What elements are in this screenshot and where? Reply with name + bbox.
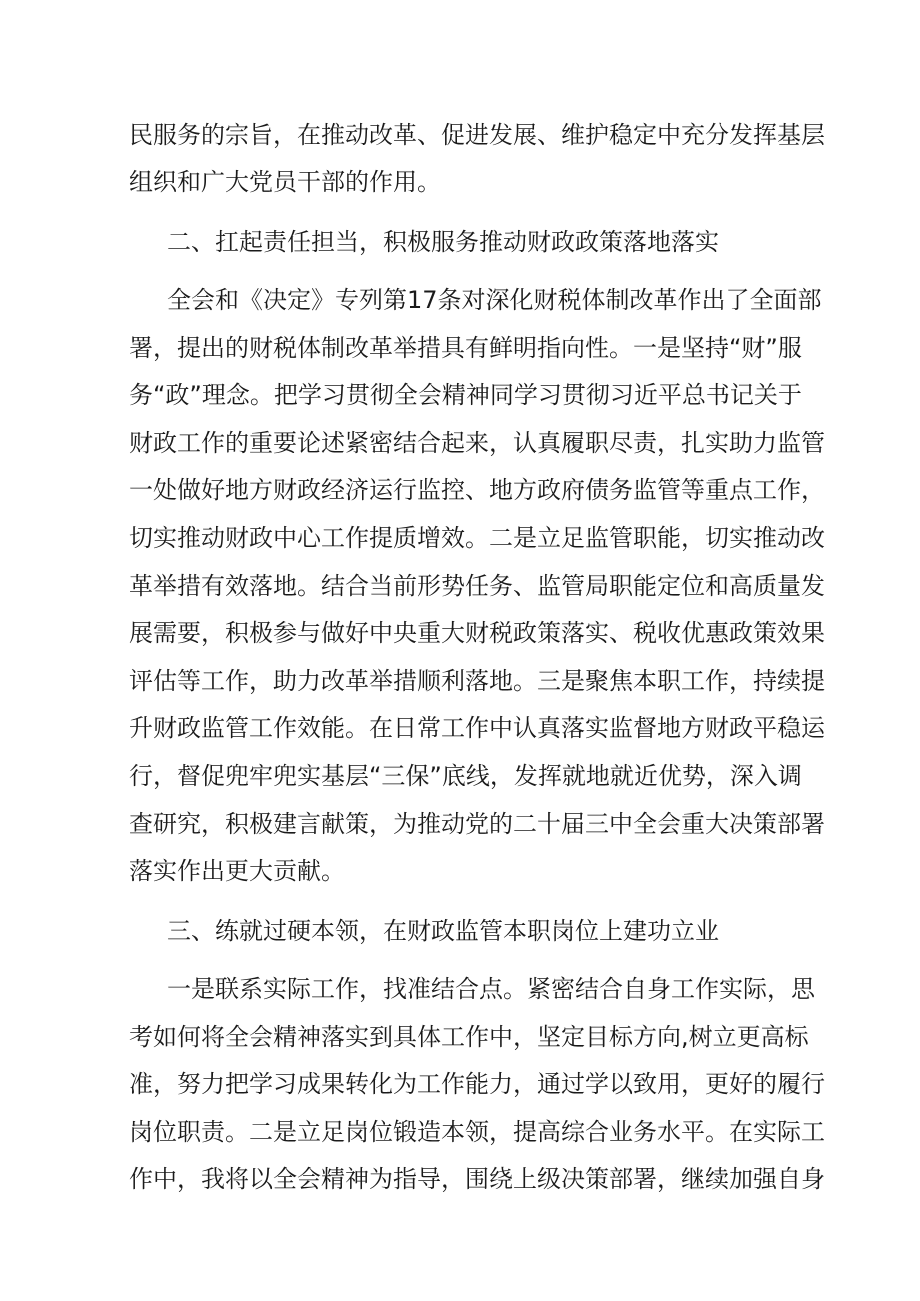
- body-text-line: 全会和《决定》专列第17条对深化财税体制改革作出了全面部: [167, 286, 822, 314]
- body-text-line: 作中，我将以全会精神为指导，围绕上级决策部署，继续加强自身: [129, 1165, 825, 1193]
- body-text-line: 一是联系实际工作，找准结合点。紧密结合自身工作实际，思: [167, 975, 815, 1003]
- body-text-line: 行，督促兜牢兜实基层“三保”底线，发挥就地就近优势，深入调: [129, 762, 802, 790]
- body-text-line: 民服务的宗旨，在推动改革、促进发展、维护稳定中充分发挥基层: [129, 121, 825, 149]
- body-text-line: 署，提出的财税体制改革举措具有鲜明指向性。一是坚持“财”服: [129, 334, 802, 362]
- body-text-line: 准，努力把学习成果转化为工作能力，通过学以致用，更好的履行: [129, 1070, 825, 1098]
- body-text-line: 落实作出更大贡献。: [129, 857, 345, 885]
- body-text-line: 考如何将全会精神落实到具体工作中，坚定目标方向,树立更高标: [129, 1023, 809, 1051]
- body-text-line: 切实推动财政中心工作提质增效。二是立足监管职能，切实推动改: [129, 524, 825, 552]
- body-text-line: 升财政监管工作效能。在日常工作中认真落实监督地方财政平稳运: [129, 714, 825, 742]
- body-text-line: 查研究，积极建言献策，为推动党的二十届三中全会重大决策部署: [129, 810, 825, 838]
- section-heading: 二、扛起责任担当，积极服务推动财政政策落地落实: [167, 228, 719, 256]
- body-text-line: 岗位职责。二是立足岗位锻造本领，提高综合业务水平。在实际工: [129, 1118, 825, 1146]
- body-text-line: 组织和广大党员干部的作用。: [129, 168, 441, 196]
- body-text-line: 财政工作的重要论述紧密结合起来，认真履职尽责，扎实助力监管: [129, 429, 825, 457]
- section-heading: 三、练就过硬本领，在财政监管本职岗位上建功立业: [167, 917, 719, 945]
- body-text-line: 展需要，积极参与做好中央重大财税政策落实、税收优惠政策效果: [129, 619, 825, 647]
- body-text-line: 革举措有效落地。结合当前形势任务、监管局职能定位和高质量发: [129, 572, 825, 600]
- body-text-line: 务“政”理念。把学习贯彻全会精神同学习贯彻习近平总书记关于: [129, 381, 802, 409]
- body-text-line: 一处做好地方财政经济运行监控、地方政府债务监管等重点工作，: [129, 476, 825, 504]
- body-text-line: 评估等工作，助力改革举措顺利落地。三是聚焦本职工作，持续提: [129, 667, 825, 695]
